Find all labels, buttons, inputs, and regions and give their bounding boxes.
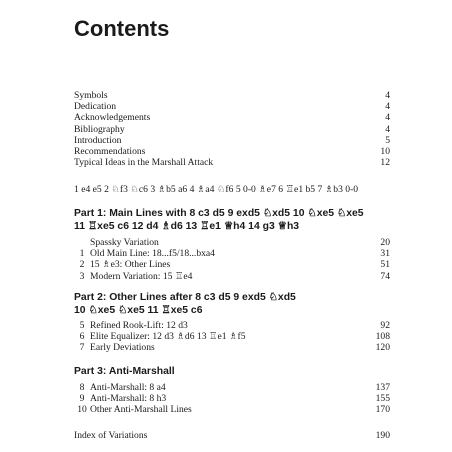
chapter-entry[interactable]: 9 Anti-Marshall: 8 h3 155 [79, 392, 390, 404]
part-2-title-line-1[interactable]: Part 2: Other Lines after 8 c3 d5 9 exd5 ♘xd5 [74, 292, 296, 303]
chapter-entry[interactable]: 5 Refined Rook-Lift: 12 d3 92 [79, 320, 390, 331]
toc-entry[interactable]: Typical Ideas in the Marshall Attack 12 [74, 157, 390, 169]
chapter-entry[interactable]: 8 Anti-Marshall: 8 a4 137 [79, 381, 390, 393]
part-1-title-line-1[interactable]: Part 1: Main Lines with 8 c3 d5 9 exd5 ♘xd5 10 ♘xe5 ♘xe5 [74, 208, 364, 219]
toc-entry[interactable]: Symbols 4 [74, 90, 390, 101]
part-2-title-line-2[interactable]: 10 ♘xe5 ♘xe5 11 ♖xe5 c6 [74, 304, 203, 316]
part-2-section [74, 292, 390, 354]
chapter-entry[interactable]: 1 Old Main Line: 18...f5/18...bxa4 31 [79, 248, 390, 260]
chapter-entry[interactable]: 2 15 ♗e3: Other Lines 51 [79, 259, 390, 271]
index-section [74, 430, 390, 441]
toc-entry[interactable]: Bibliography 4 [74, 123, 390, 135]
front-matter-list [74, 90, 390, 168]
chapter-entry[interactable]: 3 Modern Variation: 15 ♖e4 74 [79, 270, 390, 282]
toc-entry[interactable]: Recommendations 10 [74, 145, 390, 157]
chapter-entry[interactable]: 10 Other Anti-Marshall Lines 170 [77, 403, 390, 415]
toc-entry[interactable]: Acknowledgements 4 [74, 112, 390, 124]
chapter-entry[interactable]: Spassky Variation 20 [90, 237, 390, 248]
part-3-section [74, 366, 390, 415]
toc-entry[interactable]: Dedication 4 [74, 101, 390, 113]
chapter-entry[interactable]: 7 Early Deviations 120 [79, 342, 390, 354]
opening-moves: 1 e4 e5 2 ♘f3 ♘c6 3 ♗b5 a6 4 ♗a4 ♘f6 5 0-0 ♗e7 6 ♖e1 b5 7 ♗b3 0-0 [74, 184, 359, 195]
chapter-entry[interactable]: 6 Elite Equalizer: 12 d3 ♗d6 13 ♖e1 ♗f5 108 [79, 331, 390, 343]
part-1-title-line-2[interactable]: 11 ♖xe5 c6 12 d4 ♗d6 13 ♖e1 ♕h4 14 g3 ♕h3 [74, 220, 300, 232]
toc-entry[interactable]: Introduction 5 [74, 134, 390, 146]
part-3-title[interactable]: Part 3: Anti-Marshall [74, 366, 175, 377]
page-title: Contents [74, 16, 170, 41]
toc-entry[interactable]: Index of Variations 190 [74, 430, 390, 441]
part-1-section [74, 208, 390, 282]
